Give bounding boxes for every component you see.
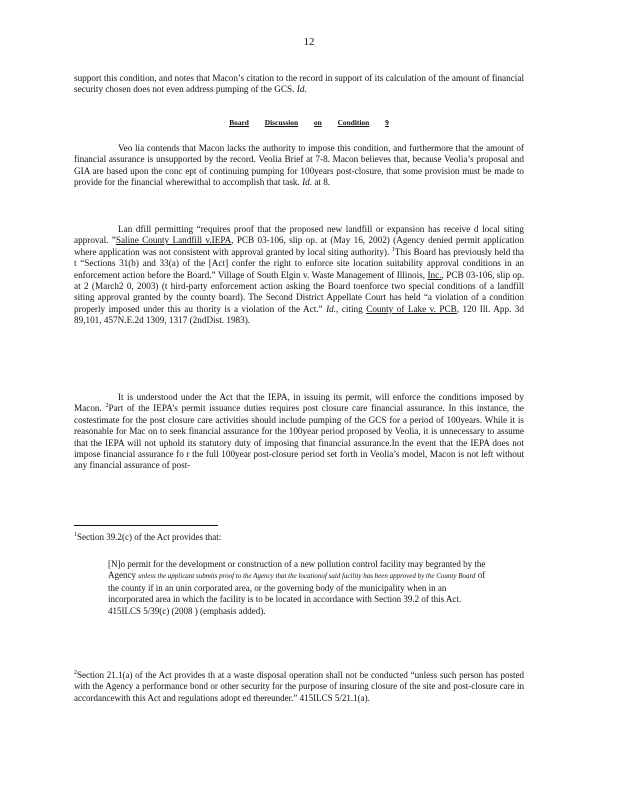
- para3-text-c: This Board has previously held tha t “Sections 31(b) and 33(a) of the [Act] confer the right to enforce site location suitability approval conditions in an enforcement action before the Board.” Village of South Elgin v. Waste Management of Illinois,: [74, 246, 524, 280]
- footnote-2-number: 2: [74, 670, 77, 676]
- page-number: 12: [303, 36, 315, 48]
- para3-text-e: , citing: [336, 303, 363, 314]
- para2-text-b: at 8.: [314, 177, 331, 188]
- footnote-ref-1: 1: [391, 246, 395, 253]
- para3-text-a: Lan dfill permitting “requires proof that the proposed new landfill or expansion has receive d local siting approval. ”: [74, 224, 524, 246]
- footnote-divider: [74, 525, 218, 526]
- quote-text-2: of the county if in an unin corporated area, or the governing body of the municipality when in an incorporated area in which the facility is to be located in accordance with Section 39.2 of this Act. 415ILCS 5/39(c) (2008 ) (emphasis added).: [108, 570, 486, 616]
- paragraph-3: [74, 224, 524, 327]
- para1-line2: of the amount of financial security chosen does not even address pumping of the GCS.: [74, 73, 524, 95]
- heading-word-condition: Condition: [337, 118, 370, 127]
- heading-word-board: Board: [229, 118, 249, 127]
- para3-text-f: , 120 Ill. App. 3d 89,101, 457N.E.2d 1309, 1317 (2ndDist. 1983).: [74, 303, 524, 326]
- para2-cite: Id.: [302, 177, 313, 188]
- case-inc: Inc.: [427, 269, 442, 280]
- case-saline-county: Saline County Landfill v.IEPA: [115, 235, 232, 246]
- para1-line1: support this condition, and notes that Macon’s citation to the record in support of its calculation: [74, 73, 426, 83]
- paragraph-1: [74, 73, 524, 96]
- para4-text-b: Part of the IEPA’s permit issuance duties requires post closure care financial assurance. In this instance, the costestimate for the post closure care activities should include pumping of the GCS for a period of 100years. While it is reasonable for Mac on to seek financial assurance for the 100year period proposed by Veolia, it is unnecessary to assume that the IEPA will not uphold its statutory duty of imposing that financial assurance.In the event that the IEPA does not impose financial assurance fo r the full 100year post-closure period set forth in Veolia’s model, Macon is not left without any financial assurance of post-: [74, 403, 524, 471]
- case-county-of-lake: County of Lake v. PCB: [366, 303, 457, 314]
- para3-text-d: , PCB 03-106, slip op. at 2 (March2 0, 2003) (t hird-party enforcement action asking the Board toenforce two special conditions of a landfill siting approval granted by the county board). The Second District Appellate Court has held “a violation of a condition properly imposed under this au thority is a violation of the Act.”: [74, 269, 524, 314]
- para2-text-a: Veo lia contends that Macon lacks the authority to impose this condition, and furthermore that the amount of financial assurance is unsupported by the record. Veolia Brief at 7-8. Macon believes that, because Veolia’s proposal and GIA are based upon the conc ept of continuing pumping for 100years post-closure, that some provision must be made to provide for the financial wherewithal to accomplish that task.: [74, 143, 524, 188]
- heading-word-number: 9: [385, 118, 389, 127]
- quote-text-1: [N]o permit for the development or construction of a new pollution control facility may begranted by the Agency: [108, 559, 486, 581]
- para4-text-a: It is understood under the Act that the IEPA, in issuing its permit, will enforce the conditions imposed by Macon.: [74, 392, 524, 414]
- footnote-2: [74, 670, 524, 704]
- heading-word-discussion: Discussion: [264, 118, 299, 127]
- footnote-1-quote: [108, 559, 488, 617]
- para3-cite: Id.: [326, 303, 337, 314]
- para3-text-b: , PCB 03-106, slip op. at (May 16, 2002) (Agency denied permit application where application was not consistent with approval granted by local siting authority).: [74, 235, 524, 257]
- footnote-2-text: Section 21.1(a) of the Act provides th at a waste disposal operation shall not be conducted “unless such person has posted with the Agency a performance bond or other security for the purpose of insuring closure of the site and post-closure care in accordancewith this Act and regulations adopt ed thereunder.” 415ILCS 5/21.1(a).: [74, 670, 524, 703]
- paragraph-4: [74, 392, 524, 472]
- paragraph-2: [74, 143, 524, 189]
- footnote-1-intro: [74, 532, 524, 543]
- footnote-1-intro-text: Section 39.2(c) of the Act provides that:: [77, 532, 222, 542]
- heading-word-on: on: [313, 118, 322, 127]
- footnote-1-number: 1: [74, 532, 77, 538]
- footnote-ref-2: 2: [105, 403, 109, 410]
- section-heading: [0, 118, 618, 127]
- para1-cite: Id.: [296, 84, 307, 95]
- quote-text-emphasis: unless the applicant submits proof to the Agency that the locationof said facility has been approved by the County Board: [138, 572, 476, 581]
